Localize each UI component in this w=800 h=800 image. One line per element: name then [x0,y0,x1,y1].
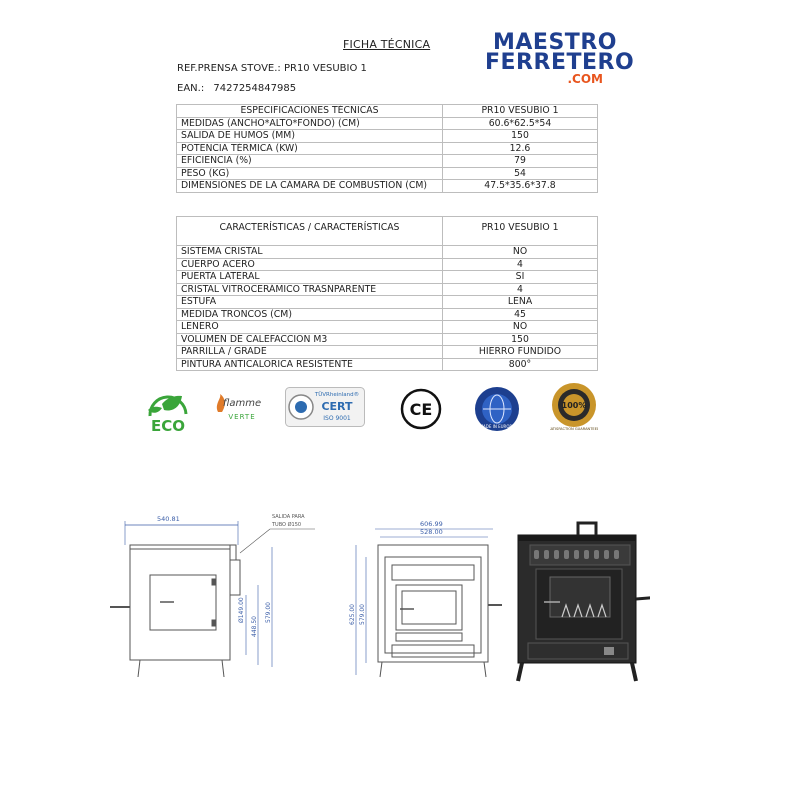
spec-value: 47.5*35.6*37.8 [443,180,598,193]
feature-row [177,283,598,296]
satisfaction-guaranteed-badge [550,382,598,432]
feature-value: HIERRO FUNDIDO [443,346,598,359]
feature-value: 45 [443,308,598,321]
dim-448: 448.50 [251,616,258,637]
feature-label: PUERTA LATERAL [177,271,443,284]
feature-value: SI [443,271,598,284]
features-table [176,216,598,371]
features-header-left: CARACTERÍSTICAS / CARACTERÍSTICAS [177,217,443,246]
feature-label: CRISTAL VITROCERÁMICO TRASNPARENTE [177,283,443,296]
spec-value: 12.6 [443,142,598,155]
specifications-header-left: ESPECIFICACIONES TÉCNICAS [177,105,443,118]
feature-row [177,296,598,309]
feature-row [177,346,598,359]
spec-row [177,167,598,180]
flamme-text: flamme [222,398,262,409]
outlet-note-2: TUBO Ø150 [272,522,302,528]
outlet-note-1: SALIDA PARA [272,514,305,520]
front-height-579: 579.00 [359,604,366,625]
spec-row [177,130,598,143]
spec-row [177,142,598,155]
feature-row [177,358,598,371]
made-in-europe-badge [474,386,520,432]
verte-text: VERTE [228,413,256,421]
feature-value: 4 [443,283,598,296]
feature-row [177,321,598,334]
feature-label: MEDIDA TRONCOS (CM) [177,308,443,321]
side-view-drawing [110,521,315,677]
ce-text: CE [409,400,433,419]
technical-drawings [110,505,650,690]
feature-row [177,308,598,321]
feature-label: CUERPO ACERO [177,258,443,271]
logo-line-2: FERRETERO [485,50,635,75]
ce-mark [400,388,442,430]
sheet-title: FICHA TÉCNICA [343,38,431,51]
tuv-top-text: TÜVRheinland® [314,392,360,398]
reference-line [177,63,367,74]
specifications-header-row [177,105,598,118]
feature-row [177,271,598,284]
tuv-iso-text: ISO 9001 [323,415,351,422]
spec-row [177,180,598,193]
tuv-cert-text: CERT [321,400,353,413]
spec-value: 60.6*62.5*54 [443,117,598,130]
feature-value: 150 [443,333,598,346]
europe-text: MADE IN EUROPE [479,424,515,429]
feature-label: PARRILLA / GRADE [177,346,443,359]
feature-value: LEÑA [443,296,598,309]
front-height-625: 625.00 [349,604,356,625]
reference-label: REF.PRENSA STOVE.: [177,63,281,74]
feature-row [177,246,598,259]
spec-label: EFICIENCIA (%) [177,155,443,168]
feature-label: LEÑERO [177,321,443,334]
maestro-ferretero-logo [485,30,635,86]
flamme-verte-badge [208,392,268,428]
feature-label: ESTUFA [177,296,443,309]
front-view-drawing [356,529,502,677]
spec-value: 54 [443,167,598,180]
feature-label: SISTEMA CRISTAL [177,246,443,259]
spec-value: 79 [443,155,598,168]
feature-value: 800° [443,358,598,371]
eco-badge [140,384,196,440]
spec-label: MEDIDAS (ANCHO*ALTO*FONDO) (CM) [177,117,443,130]
specifications-table [176,104,598,193]
dim-579: 579.00 [265,602,272,623]
spec-label: SALIDA DE HUMOS (MM) [177,130,443,143]
feature-label: PINTURA ANTICALÓRICA RESISTENTE [177,358,443,371]
eco-leaf-icon [140,384,196,440]
spec-label: POTENCIA TÉRMICA (KW) [177,142,443,155]
spec-row [177,155,598,168]
tuv-cert-badge [285,387,365,427]
spec-row [177,117,598,130]
feature-row [177,333,598,346]
eco-text: ECO [150,417,186,435]
spec-label: PESO (KG) [177,167,443,180]
ean-label: EAN.: [177,83,205,94]
features-header-row [177,217,598,246]
side-width-dimension: 540.81 [157,515,180,523]
spec-label: DIMENSIONES DE LA CÁMARA DE COMBUSTION (CM) [177,180,443,193]
front-width-606: 606.99 [420,520,443,528]
front-width-528: 528.00 [420,528,443,536]
ean-value: 7427254847985 [213,83,297,94]
stove-render [518,523,650,681]
feature-value: 4 [443,258,598,271]
reference-value: PR10 VESUBIO 1 [283,63,367,74]
features-header-right: PR10 VESUBIO 1 [443,217,598,246]
logo-line-1: MAESTRO [493,30,617,55]
spec-value: 150 [443,130,598,143]
logo-line-3: .COM [567,72,603,86]
ean-line [177,83,296,94]
guarantee-percent: 100% [561,401,587,410]
specifications-header-right: PR10 VESUBIO 1 [443,105,598,118]
dim-149: Ø149.00 [238,597,245,623]
guarantee-text: SATISFACTION GUARANTEED [550,427,598,431]
feature-value: NO [443,246,598,259]
feature-value: NO [443,321,598,334]
feature-row [177,258,598,271]
feature-label: VOLUMEN DE CALEFACCION M3 [177,333,443,346]
